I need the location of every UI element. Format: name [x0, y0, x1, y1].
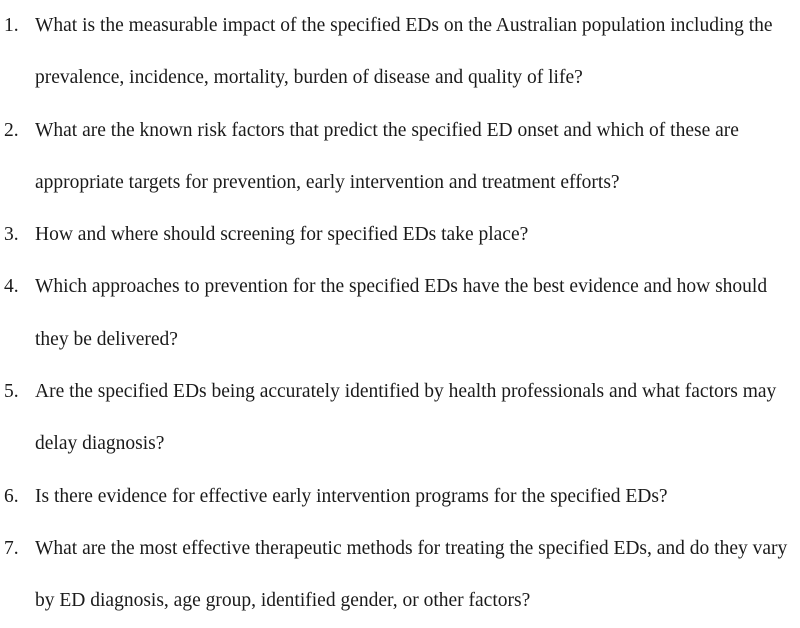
question-number: 4. [4, 276, 19, 298]
question-text: What are the most effective therapeutic methods for treating the specified EDs, and do they vary by ED diagnosis, age group, identified gender, or other factors? [35, 537, 788, 612]
question-text: What are the known risk factors that predict the specified ED onset and which of these are appropriate targets for prevention, early intervention and treatment efforts? [35, 119, 739, 193]
question-item-5 [0, 366, 800, 471]
question-number: 1. [4, 15, 19, 36]
question-number: 7. [4, 537, 19, 559]
question-item-6 [0, 471, 800, 523]
question-item-2 [0, 105, 800, 210]
question-item-1 [0, 0, 800, 105]
question-text: Are the specified EDs being accurately identified by health professionals and what factors may delay diagnosis? [35, 381, 777, 455]
question-text: Is there evidence for effective early intervention programs for the specified EDs? [35, 485, 668, 507]
question-number: 5. [4, 381, 19, 403]
question-number: 6. [4, 485, 19, 507]
question-item-3 [0, 209, 800, 261]
question-text: How and where should screening for specified EDs take place? [35, 224, 529, 246]
question-text: Which approaches to prevention for the specified EDs have the best evidence and how should they be delivered? [35, 276, 768, 350]
question-item-4 [0, 261, 800, 366]
question-item-7 [0, 523, 800, 628]
question-number: 2. [4, 119, 19, 141]
question-number: 3. [4, 224, 19, 246]
question-text: What is the measurable impact of the specified EDs on the Australian population including the prevalence, incidence, mortality, burden of disease and quality of life? [35, 15, 773, 89]
